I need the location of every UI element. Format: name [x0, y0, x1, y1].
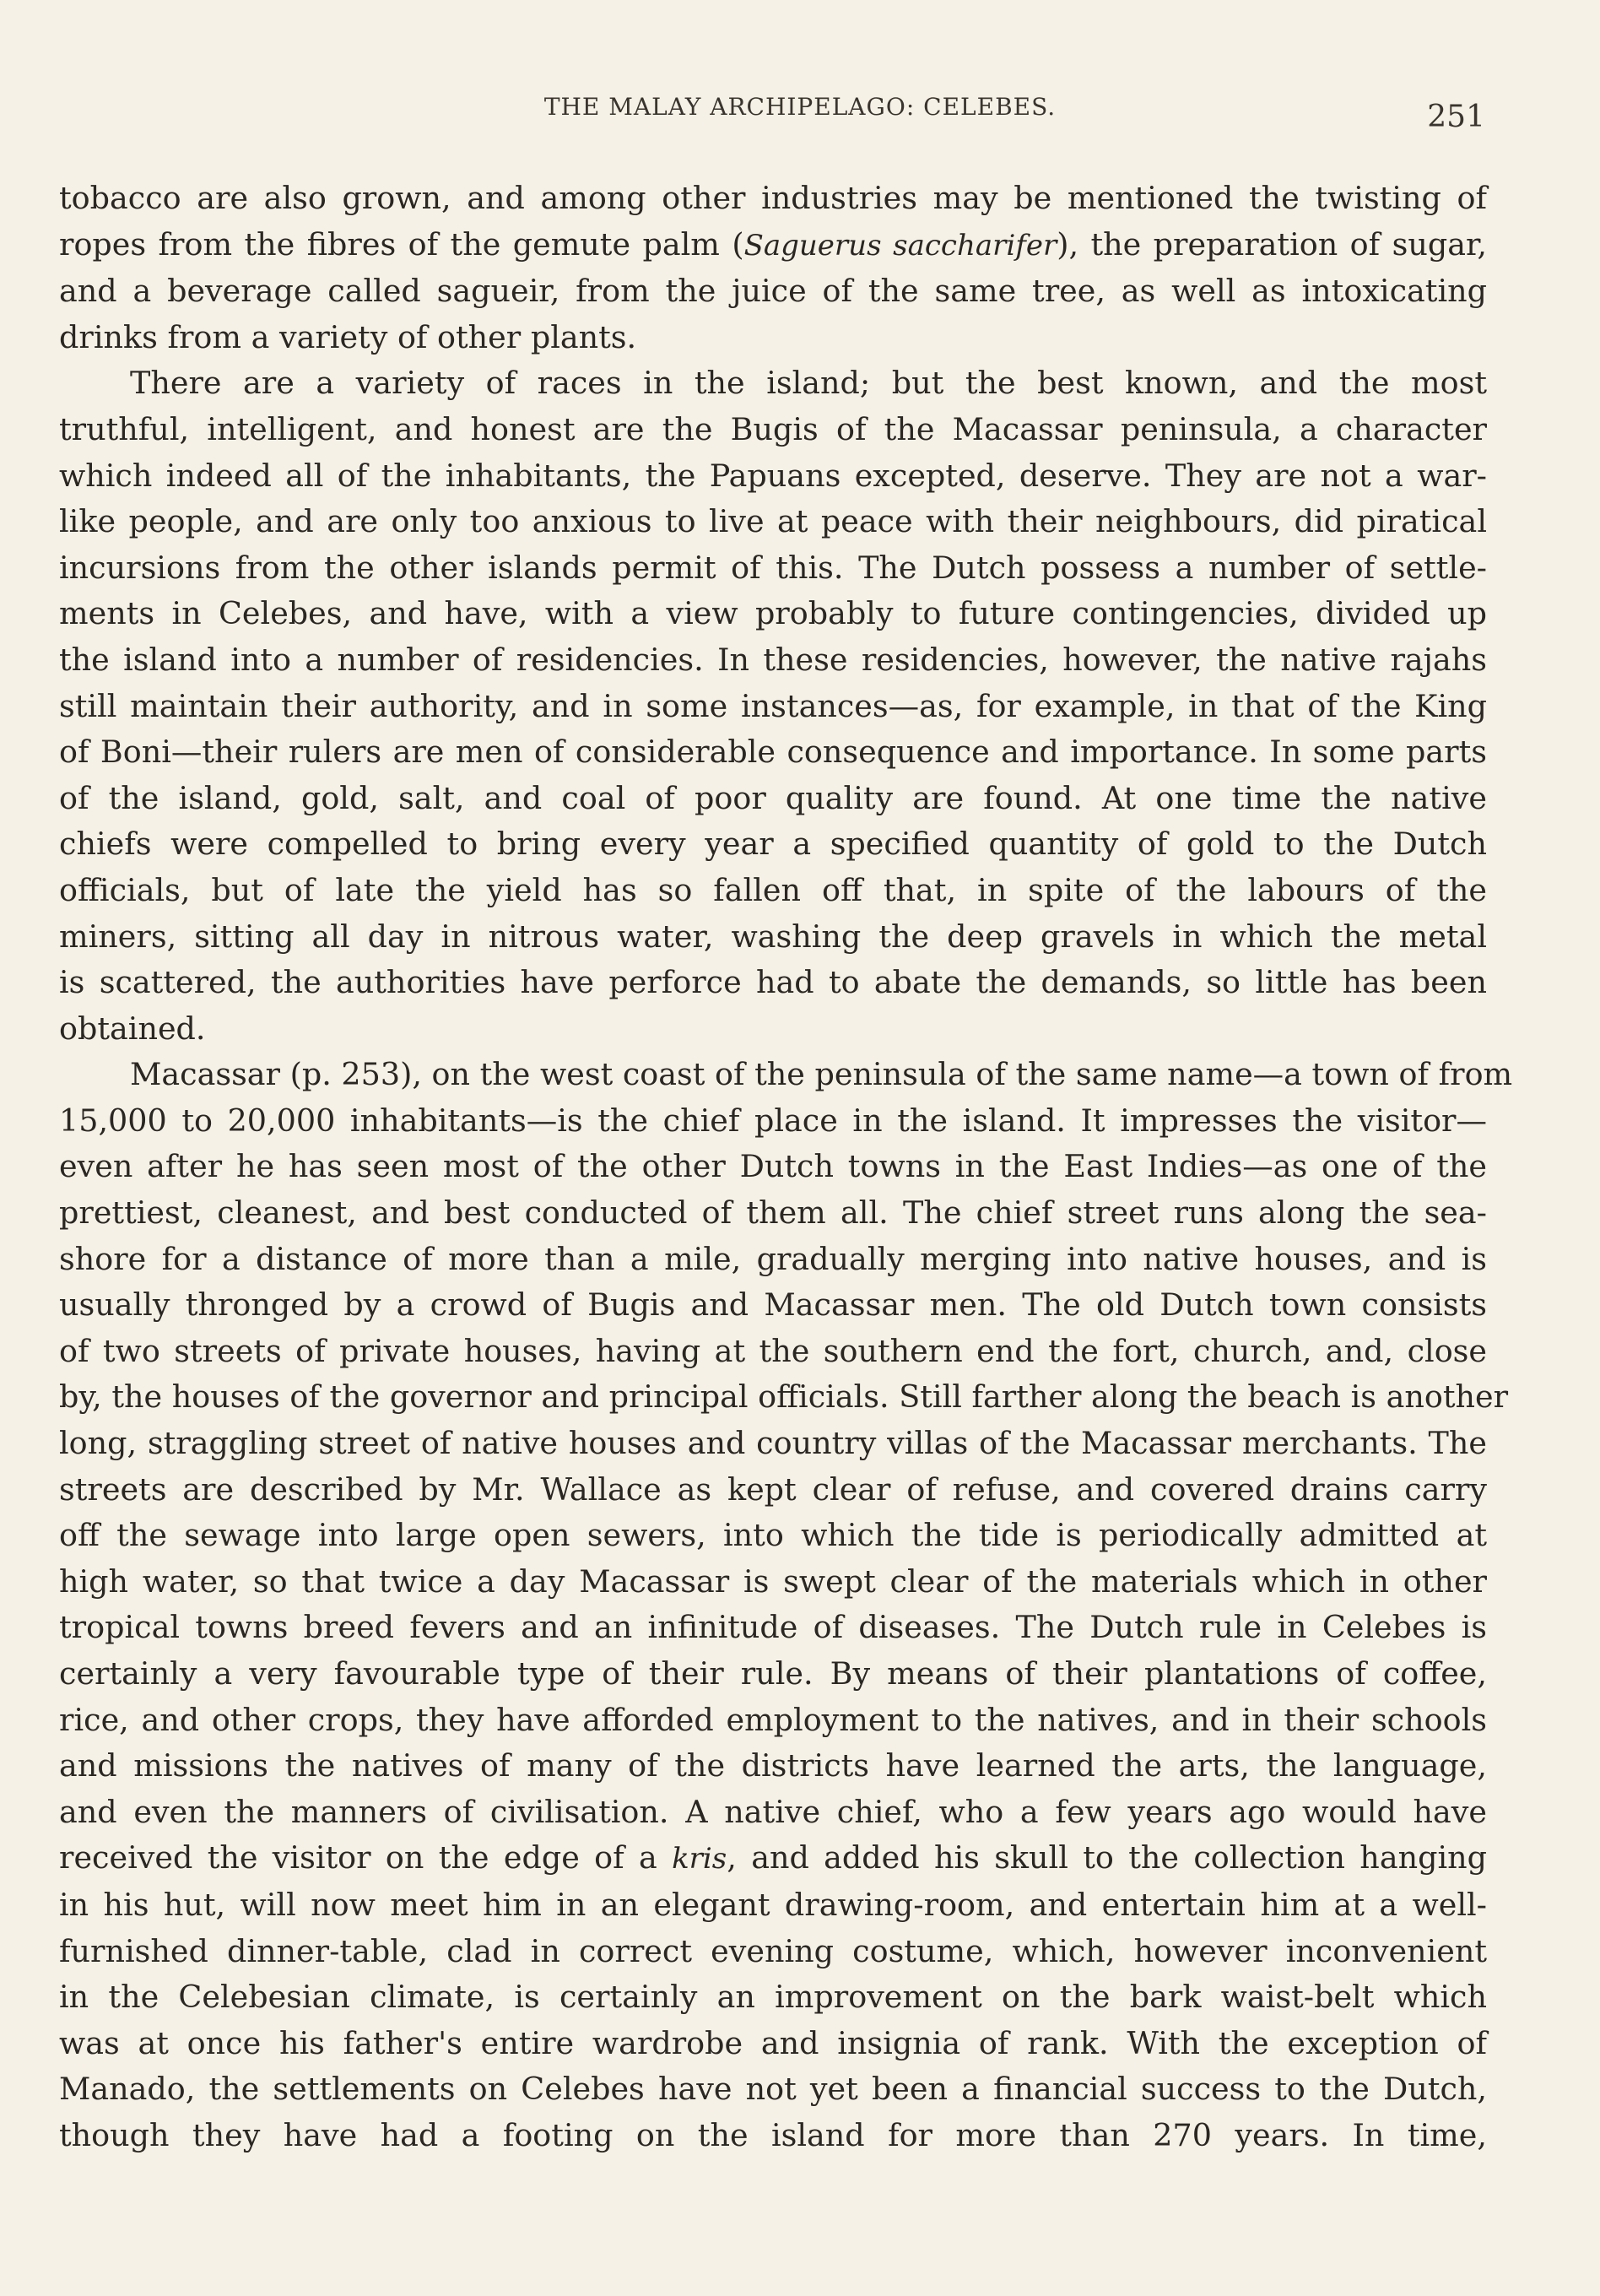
text-line: tropical towns breed fevers and an infinitude of diseases. The Dutch rule in Celebes is: [59, 1609, 1487, 1646]
text-line: even after he has seen most of the other Dutch towns in the East Indies—as one of the: [59, 1148, 1487, 1185]
text-line: off the sewage into large open sewers, into which the tide is periodically admitted at: [59, 1517, 1487, 1554]
text-line: is scattered, the authorities have perforce had to abate the demands, so little has been: [59, 964, 1487, 1001]
text-line: by, the houses of the governor and principal officials. Still farther along the beach is another: [59, 1378, 1509, 1416]
text-line: obtained.: [59, 1010, 206, 1047]
text-span: ), the preparation of sugar,: [1057, 225, 1487, 263]
running-title: THE MALAY ARCHIPELAGO: CELEBES.: [543, 93, 1057, 121]
text-line: usually thronged by a crowd of Bugis and Macassar men. The old Dutch town consists: [59, 1286, 1487, 1324]
text-line: streets are described by Mr. Wallace as kept clear of refuse, and covered drains carry: [59, 1470, 1487, 1508]
text-line: like people, and are only too anxious to live at peace with their neighbours, did piratical: [59, 503, 1487, 540]
text-line: 15,000 to 20,000 inhabitants—is the chief place in the island. It impresses the visitor—: [59, 1102, 1487, 1139]
text-line: tobacco are also grown, and among other industries may be mentioned the twisting of: [59, 180, 1487, 216]
text-line: high water, so that twice a day Macassar is swept clear of the materials which in other: [59, 1562, 1487, 1600]
text-line: prettiest, cleanest, and best conducted of them all. The chief street runs along the sea-: [59, 1194, 1487, 1232]
page-number: 251: [1427, 100, 1485, 134]
text-line: though they have had a footing on the island for more than 270 years. In time,: [59, 2116, 1487, 2153]
text-span: ropes from the fibres of the gemute palm (: [59, 225, 744, 263]
text-line: in the Celebesian climate, is certainly an improvement on the bark waist-belt which: [59, 1979, 1487, 2016]
text-line: miners, sitting all day in nitrous water, washing the deep gravels in which the metal: [59, 918, 1487, 955]
text-line: was at once his father's entire wardrobe and insignia of rank. With the exception of: [59, 2024, 1487, 2061]
text-line: incursions from the other islands permit of this. The Dutch possess a number of settle-: [59, 549, 1487, 586]
text-line: of Boni—their rulers are men of considerable consequence and importance. In some parts: [59, 734, 1487, 771]
text-line: still maintain their authority, and in some instances—as, for example, in that of the King: [59, 687, 1487, 724]
text-line: truthful, intelligent, and honest are the Bugis of the Macassar peninsula, a character: [59, 410, 1487, 447]
text-line: in his hut, will now meet him in an elegant drawing-room, and entertain him at a well-: [59, 1886, 1487, 1923]
text-line: officials, but of late the yield has so fallen off that, in spite of the labours of the: [59, 871, 1487, 908]
text-line: ments in Celebes, and have, with a view probably to future contingencies, divided up: [59, 595, 1487, 632]
text-span: received the visitor on the edge of a: [59, 1839, 673, 1876]
text-line: the island into a number of residencies. In these residencies, however, the native rajahs: [59, 641, 1487, 678]
text-line: of the island, gold, salt, and coal of poor quality are found. At one time the native: [59, 779, 1487, 816]
text-line: and even the manners of civilisation. A native chief, who a few years ago would have: [59, 1793, 1487, 1830]
text-line: Manado, the settlements on Celebes have not yet been a financial success to the Dutch,: [59, 2071, 1487, 2108]
text-line: and a beverage called sagueir, from the juice of the same tree, as well as intoxicating: [59, 273, 1487, 310]
text-line: certainly a very favourable type of their rule. By means of their plantations of coffee,: [59, 1655, 1487, 1692]
body-text: [59, 176, 1513, 2159]
text-line: [59, 1835, 1487, 1882]
text-line: long, straggling street of native houses and country villas of the Macassar merchants. The: [59, 1425, 1487, 1462]
text-span: , and added his skull to the collection hanging: [727, 1839, 1487, 1876]
text-line: Macassar (p. 253), on the west coast of the peninsula of the same name—a town of from: [130, 1056, 1513, 1093]
text-line: There are a variety of races in the island; but the best known, and the most: [130, 365, 1487, 402]
scientific-name: Saguerus saccharifer: [743, 228, 1057, 263]
text-line: rice, and other crops, they have afforded employment to the natives, and in their schools: [59, 1701, 1487, 1738]
text-line: furnished dinner-table, clad in correct evening costume, which, however inconvenient: [59, 1932, 1487, 1969]
text-line: drinks from a variety of other plants.: [59, 318, 637, 355]
running-head: [0, 91, 1600, 142]
text-line: [59, 222, 1487, 269]
text-line: and missions the natives of many of the districts have learned the arts, the language,: [59, 1747, 1487, 1784]
text-line: which indeed all of the inhabitants, the Papuans excepted, deserve. They are not a war-: [59, 457, 1487, 494]
italic-word: kris: [672, 1842, 727, 1876]
text-line: shore for a distance of more than a mile, gradually merging into native houses, and is: [59, 1240, 1487, 1277]
text-line: of two streets of private houses, having at the southern end the fort, church, and, close: [59, 1332, 1487, 1369]
text-line: chiefs were compelled to bring every year a specified quantity of gold to the Dutch: [59, 826, 1487, 863]
